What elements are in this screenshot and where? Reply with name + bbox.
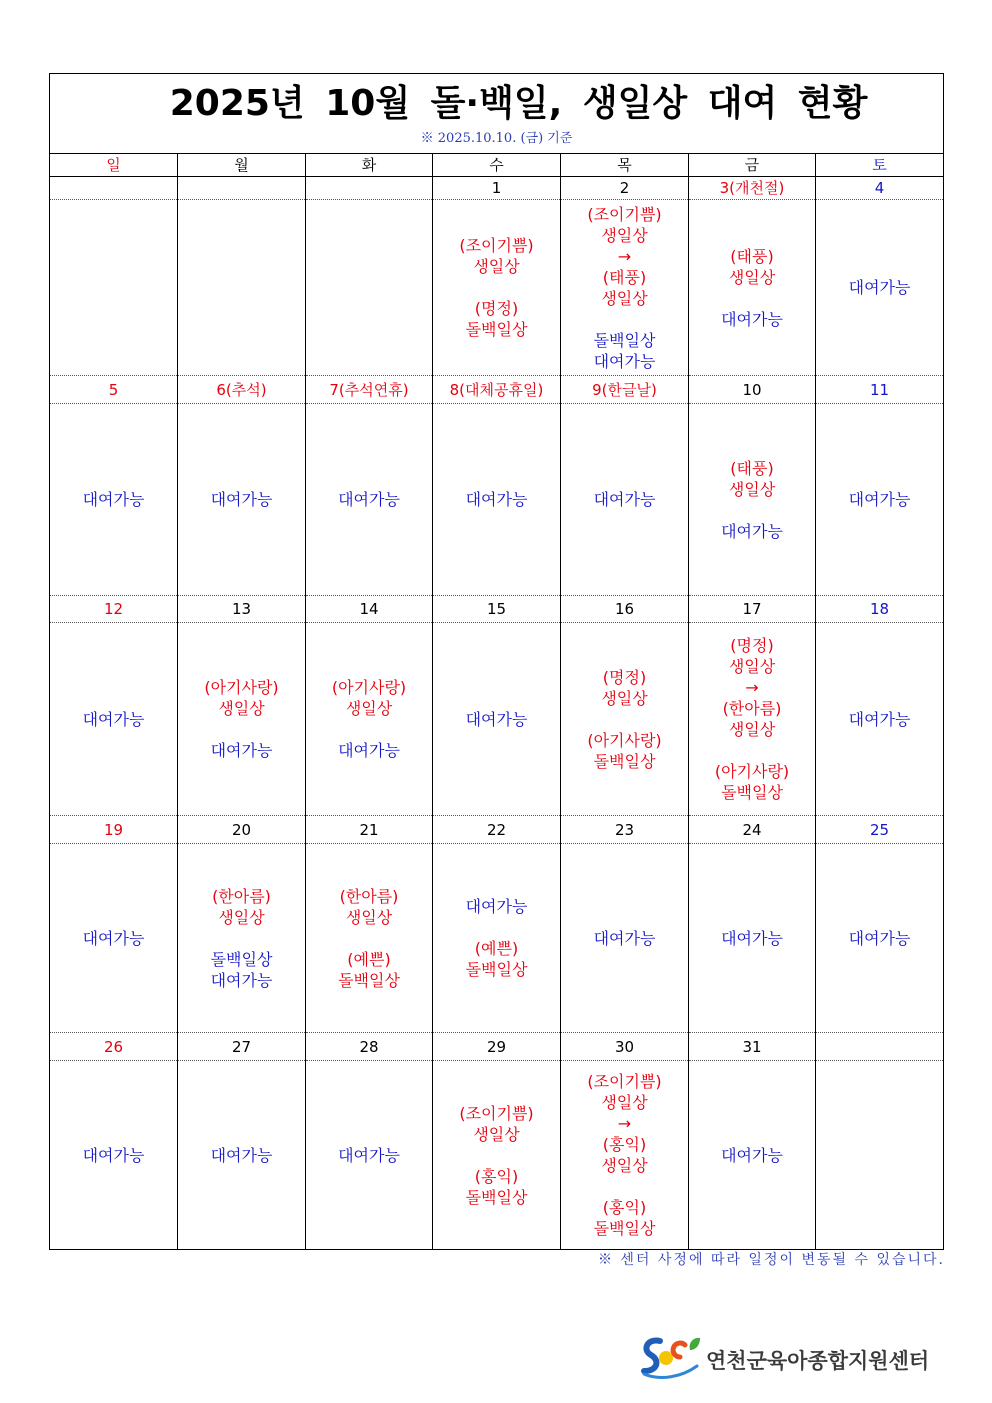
birthday-table-item: 생일상	[218, 699, 265, 718]
availability-status: 대여가능	[82, 490, 145, 509]
rental-entry-group	[561, 730, 688, 772]
day-rental-cell	[50, 404, 178, 596]
renter-name: (조이기쁨)	[459, 236, 534, 255]
handover-arrow-icon: →	[745, 678, 759, 697]
rental-entries	[178, 489, 305, 510]
day-number: 13	[178, 596, 306, 623]
day-number: 18	[816, 596, 944, 623]
day-number: 29	[433, 1033, 561, 1061]
availability-status: 대여가능	[338, 490, 400, 509]
day-rental-cell	[689, 623, 816, 816]
birthday-table-item: 생일상	[601, 1093, 648, 1112]
rental-entry-group	[306, 949, 432, 991]
dol-baegil-table-item: 돌백일상	[465, 960, 528, 979]
birthday-table-item: 생일상	[601, 225, 648, 245]
renter-name: (명정)	[474, 299, 519, 318]
week-1-date-row	[50, 177, 944, 200]
rental-entries	[689, 1145, 815, 1166]
organization-name: 연천군육아종합지원센터	[706, 1349, 930, 1373]
availability-status: 대여가능	[82, 1145, 145, 1165]
renter-name: (태풍)	[730, 458, 774, 478]
empty-date-cell	[178, 177, 306, 200]
birthday-table-item: 생일상	[728, 479, 776, 499]
day-rental-cell	[816, 404, 944, 596]
rental-entry-group	[50, 489, 177, 510]
rental-entries	[178, 886, 305, 991]
rental-entries	[689, 635, 815, 803]
rental-entries	[50, 709, 177, 730]
rental-entry-group	[178, 740, 305, 761]
handover-arrow-icon: →	[617, 246, 632, 266]
availability-status: 대여가능	[848, 709, 911, 729]
logo-green-leaf	[690, 1338, 700, 1350]
rental-entry-group	[433, 1103, 560, 1145]
day-number: 5	[50, 376, 178, 404]
rental-entry-group	[689, 928, 815, 949]
day-number: 24	[689, 816, 816, 844]
birthday-table-item: 생일상	[345, 699, 393, 718]
birthday-table-item: 생일상	[728, 720, 776, 739]
week-4-content-row	[50, 844, 944, 1033]
birthday-table-item: 생일상	[728, 267, 776, 287]
rental-entries	[689, 458, 815, 542]
birthday-table-item: 생일상	[728, 657, 776, 676]
empty-day-cell	[50, 200, 178, 376]
rental-entries	[561, 1071, 688, 1239]
renter-name: (조이기쁨)	[587, 204, 662, 224]
dol-baegil-table-item: 돌백일상	[721, 783, 783, 802]
renter-name: (태풍)	[602, 267, 647, 287]
rental-entry-group	[816, 277, 943, 298]
day-rental-cell	[178, 404, 306, 596]
day-rental-cell	[433, 844, 561, 1033]
rental-entries	[50, 928, 177, 949]
birthday-table-item: 생일상	[601, 1156, 648, 1175]
day-rental-cell	[689, 200, 816, 376]
week-3-date-row	[50, 596, 944, 623]
rental-entry-group	[306, 677, 432, 719]
handover-arrow-icon: →	[617, 1114, 632, 1133]
rental-entries	[433, 709, 560, 730]
empty-day-cell	[306, 200, 433, 376]
title-row	[50, 74, 944, 154]
day-rental-cell	[689, 844, 816, 1033]
day-number: 4	[816, 177, 944, 200]
day-rental-cell	[561, 844, 689, 1033]
day-rental-cell	[561, 1061, 689, 1250]
renter-name: (태풍)	[730, 246, 774, 266]
availability-status: 대여가능	[465, 709, 528, 729]
rental-entry-group	[433, 1166, 560, 1208]
rental-entries	[816, 489, 943, 510]
renter-name: (홍익)	[474, 1166, 519, 1186]
rental-entry-group	[433, 235, 560, 277]
rental-entry-group	[306, 740, 432, 761]
rental-entries	[816, 277, 943, 298]
week-5-date-row	[50, 1033, 944, 1061]
rental-entry-group	[433, 489, 560, 510]
birthday-table-item: 생일상	[601, 288, 648, 308]
rental-entries	[178, 677, 305, 761]
empty-date-cell	[306, 177, 433, 200]
day-number: 19	[50, 816, 178, 844]
day-rental-cell	[433, 1061, 561, 1250]
rental-entry-group	[178, 949, 305, 991]
renter-name: (한아름)	[212, 886, 271, 906]
day-number: 7(추석연휴)	[306, 376, 433, 404]
week-2-content-row	[50, 404, 944, 596]
availability-status: 대여가능	[721, 309, 783, 329]
empty-date-cell	[816, 1033, 944, 1061]
rental-entry-group	[561, 1197, 688, 1239]
rental-entry-group	[689, 635, 815, 740]
title-cell	[50, 74, 944, 154]
dol-baegil-table-item: 돌백일상	[593, 1219, 656, 1238]
rental-entry-group	[561, 204, 688, 309]
rental-entry-group	[561, 667, 688, 709]
day-rental-cell	[178, 844, 306, 1033]
availability-status: 대여가능	[721, 1145, 783, 1165]
rental-entry-group	[433, 938, 560, 980]
availability-status: 대여가능	[210, 970, 273, 990]
availability-status: 대여가능	[721, 521, 783, 541]
rental-entry-group	[561, 1071, 688, 1176]
renter-name: (아기사랑)	[714, 762, 790, 781]
dol-baegil-table-item: 돌백일상	[338, 970, 400, 990]
dol-baegil-table-item: 돌백일상	[465, 1187, 528, 1207]
reference-date-note: ※ 2025.10.10. (금) 기준	[420, 131, 573, 146]
rental-entry-group	[561, 489, 688, 510]
empty-date-cell	[50, 177, 178, 200]
week-2-date-row	[50, 376, 944, 404]
availability-status: 대여가능	[82, 928, 145, 948]
day-rental-cell	[178, 623, 306, 816]
rental-entries	[689, 928, 815, 949]
rental-entry-group	[689, 246, 815, 288]
day-number: 22	[433, 816, 561, 844]
renter-name: (홍익)	[602, 1135, 647, 1154]
dol-baegil-table-item: 돌백일상	[593, 751, 656, 771]
weekday-friday: 금	[689, 154, 816, 177]
birthday-table-item: 생일상	[601, 688, 648, 708]
availability-status: 대여가능	[338, 1145, 400, 1165]
day-number: 9(한글날)	[561, 376, 689, 404]
renter-name: (한아름)	[722, 699, 782, 718]
renter-name: (아기사랑)	[331, 678, 407, 697]
rental-entry-group	[50, 709, 177, 730]
rental-entries	[561, 489, 688, 510]
rental-entry-group	[50, 928, 177, 949]
day-number: 2	[561, 177, 689, 200]
availability-status: 대여가능	[465, 897, 528, 916]
day-rental-cell	[178, 1061, 306, 1250]
rental-entries	[433, 896, 560, 980]
rental-entries	[306, 886, 432, 991]
day-rental-cell	[816, 200, 944, 376]
day-number: 6(추석)	[178, 376, 306, 404]
rental-entry-group	[306, 489, 432, 510]
logo-yellow-dot	[659, 1351, 673, 1365]
rental-entry-group	[433, 896, 560, 917]
availability-status: 대여가능	[721, 928, 783, 948]
rental-entry-group	[178, 886, 305, 928]
day-rental-cell	[306, 844, 433, 1033]
dol-baegil-table-item: 돌백일상	[465, 320, 528, 339]
day-rental-cell	[561, 623, 689, 816]
availability-status: 대여가능	[210, 741, 273, 760]
rental-entries	[433, 489, 560, 510]
rental-entry-group	[689, 1145, 815, 1166]
rental-entries	[816, 709, 943, 730]
birthday-table-item: 생일상	[473, 257, 520, 276]
rental-entries	[306, 677, 432, 761]
renter-name: (아기사랑)	[587, 730, 662, 750]
day-number: 16	[561, 596, 689, 623]
rental-entries	[689, 246, 815, 330]
day-rental-cell	[816, 623, 944, 816]
availability-status: 대여가능	[82, 709, 145, 729]
document-title: 2025년 10월 돌·백일, 생일상 대여 현황	[169, 83, 868, 124]
day-rental-cell	[433, 623, 561, 816]
day-number: 23	[561, 816, 689, 844]
renter-name: (조이기쁨)	[459, 1103, 534, 1123]
birthday-table-item: 생일상	[473, 1124, 520, 1144]
weekday-wednesday: 수	[433, 154, 561, 177]
renter-name: (예쁜)	[347, 949, 391, 969]
rental-entry-group	[689, 521, 815, 542]
weekday-thursday: 목	[561, 154, 689, 177]
day-rental-cell	[561, 404, 689, 596]
rental-entry-group	[178, 489, 305, 510]
rental-entry-group	[816, 489, 943, 510]
day-number: 25	[816, 816, 944, 844]
availability-status: 대여가능	[210, 490, 273, 509]
rental-entry-group	[561, 928, 688, 949]
day-rental-cell	[306, 404, 433, 596]
availability-status: 대여가능	[210, 1145, 273, 1165]
renter-name: (예쁜)	[474, 939, 519, 958]
availability-status: 대여가능	[848, 490, 911, 509]
schedule-change-notice: ※ 센터 사정에 따라 일정이 변동될 수 있습니다.	[597, 1252, 945, 1268]
renter-name: (명정)	[602, 667, 647, 687]
weekday-monday: 월	[178, 154, 306, 177]
day-rental-cell	[50, 623, 178, 816]
day-number: 27	[178, 1033, 306, 1061]
availability-status: 대여가능	[593, 928, 656, 948]
rental-entry-group	[178, 1145, 305, 1166]
day-rental-cell	[816, 844, 944, 1033]
day-number: 20	[178, 816, 306, 844]
rental-entries	[561, 667, 688, 772]
renter-name: (조이기쁨)	[587, 1072, 662, 1091]
weekday-tuesday: 화	[306, 154, 433, 177]
dol-baegil-table-item: 돌백일상	[593, 330, 656, 350]
availability-status: 대여가능	[848, 278, 911, 297]
weekday-saturday: 토	[816, 154, 944, 177]
availability-status: 대여가능	[338, 741, 400, 760]
rental-entries	[433, 1103, 560, 1208]
empty-day-cell	[178, 200, 306, 376]
birthday-table-item: 생일상	[218, 907, 265, 927]
day-rental-cell	[306, 623, 433, 816]
day-rental-cell	[306, 1061, 433, 1250]
day-number: 1	[433, 177, 561, 200]
weekday-header-row	[50, 154, 944, 177]
rental-entry-group	[561, 330, 688, 372]
rental-entry-group	[306, 886, 432, 928]
day-rental-cell	[50, 1061, 178, 1250]
rental-entry-group	[433, 298, 560, 340]
rental-entries	[561, 204, 688, 372]
availability-status: 대여가능	[848, 928, 911, 948]
day-rental-cell	[689, 1061, 816, 1250]
day-rental-cell	[50, 844, 178, 1033]
renter-name: (명정)	[730, 636, 774, 655]
empty-day-cell	[816, 1061, 944, 1250]
rental-entry-group	[816, 709, 943, 730]
rental-entries	[50, 1145, 177, 1166]
day-rental-cell	[561, 200, 689, 376]
birthday-table-item: 생일상	[345, 907, 393, 927]
day-rental-cell	[433, 200, 561, 376]
week-3-content-row	[50, 623, 944, 816]
day-rental-cell	[433, 404, 561, 596]
week-5-content-row	[50, 1061, 944, 1250]
rental-entry-group	[689, 458, 815, 500]
rental-entries	[50, 489, 177, 510]
rental-entries	[816, 928, 943, 949]
availability-status: 대여가능	[465, 490, 528, 509]
availability-status: 대여가능	[593, 351, 656, 371]
day-number: 17	[689, 596, 816, 623]
day-number: 10	[689, 376, 816, 404]
rental-entries	[178, 1145, 305, 1166]
day-number: 12	[50, 596, 178, 623]
day-number: 15	[433, 596, 561, 623]
day-number: 8(대체공휴일)	[433, 376, 561, 404]
rental-entry-group	[433, 709, 560, 730]
rental-calendar	[49, 73, 944, 1250]
day-number: 31	[689, 1033, 816, 1061]
day-number: 14	[306, 596, 433, 623]
day-number: 28	[306, 1033, 433, 1061]
rental-entry-group	[178, 677, 305, 719]
day-number: 21	[306, 816, 433, 844]
rental-entry-group	[306, 1145, 432, 1166]
logo-blue-swirl	[644, 1341, 660, 1371]
rental-entries	[306, 489, 432, 510]
day-number: 30	[561, 1033, 689, 1061]
rental-entry-group	[689, 309, 815, 330]
renter-name: (아기사랑)	[204, 678, 279, 697]
weekday-sunday: 일	[50, 154, 178, 177]
renter-name: (홍익)	[602, 1198, 647, 1217]
rental-entries	[433, 235, 560, 340]
center-logo-icon	[638, 1334, 702, 1380]
day-number: 3(개천절)	[689, 177, 816, 200]
availability-status: 대여가능	[593, 490, 656, 509]
logo-orange-swirl	[673, 1343, 685, 1357]
day-rental-cell	[689, 404, 816, 596]
rental-entries	[306, 1145, 432, 1166]
rental-entry-group	[816, 928, 943, 949]
day-number: 26	[50, 1033, 178, 1061]
rental-entries	[561, 928, 688, 949]
day-number: 11	[816, 376, 944, 404]
renter-name: (한아름)	[339, 886, 399, 906]
dol-baegil-table-item: 돌백일상	[210, 949, 273, 969]
rental-entry-group	[50, 1145, 177, 1166]
week-4-date-row	[50, 816, 944, 844]
week-1-content-row	[50, 200, 944, 376]
rental-entry-group	[689, 761, 815, 803]
